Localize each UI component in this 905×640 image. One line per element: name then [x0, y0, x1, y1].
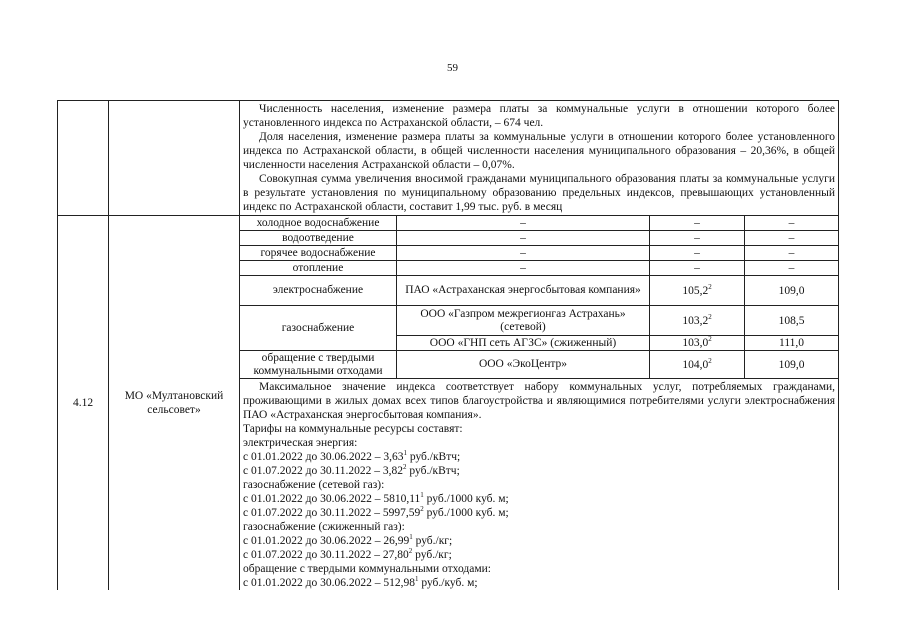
gas-liquefied-tariff-line: [243, 548, 835, 562]
service-provider: –: [397, 261, 650, 276]
tariff-unit: руб./кВтч;: [406, 451, 461, 463]
service-category: горячее водоснабжение: [240, 246, 397, 261]
service-index-value: 104,0: [682, 358, 709, 371]
service-category: обращение с твердыми коммунальными отходами: [240, 351, 397, 379]
footnote-mark: 1: [403, 449, 407, 458]
service-max-index-value: –: [745, 231, 839, 246]
service-index-value: –: [650, 216, 745, 231]
service-category: холодное водоснабжение: [240, 216, 397, 231]
service-index-value: 105,2: [682, 284, 709, 297]
service-index-cell: [650, 336, 745, 351]
service-category: водоотведение: [240, 231, 397, 246]
footnote-mark: 2: [708, 356, 712, 365]
service-index-value: 103,0: [682, 337, 709, 349]
footnote-mark: 2: [708, 335, 712, 344]
tariff-text: с 01.07.2022 до 30.11.2022 – 3,82: [243, 465, 404, 477]
service-max-index-value: 111,0: [745, 336, 839, 351]
continuation-row: [58, 101, 839, 216]
service-provider: ООО «Газпром межрегионгаз Астрахань» (сетевой): [397, 306, 650, 336]
service-max-index-value: 108,5: [745, 306, 839, 336]
page-number: 59: [447, 62, 458, 74]
footnote-mark: 1: [420, 491, 424, 500]
footnote-mark: 2: [420, 505, 424, 514]
service-row: [58, 216, 839, 231]
tariff-text: с 01.07.2022 до 30.11.2022 – 5997,59: [243, 507, 421, 519]
max-index-paragraph: Максимальное значение индекса соответствует набору коммунальных услуг, потребляемых гражданами, проживающими в жилых домах всех типов благоустройства и являющимися потребителями услуги электроснабжения ПАО «Астраханская энергосбытовая компания».: [243, 381, 836, 421]
tariffs-heading: Тарифы на коммунальные ресурсы составят:: [243, 423, 463, 435]
entry-number: 4.12: [58, 216, 109, 591]
service-index-value: –: [650, 246, 745, 261]
tariff-unit: руб./кВтч;: [406, 465, 460, 477]
footnote-mark: 2: [708, 312, 712, 321]
gas-liquefied-tariff-line: [243, 534, 835, 548]
service-index-value: –: [650, 261, 745, 276]
text-block-top: [240, 101, 839, 216]
service-category: отопление: [240, 261, 397, 276]
population-paragraph: Численность населения, изменение размера платы за коммунальные услуги в отношении которого более установленного индекса по Астраханской области, – 674 чел.: [243, 103, 836, 129]
gas-network-tariff-line: [243, 506, 835, 520]
tariff-unit: руб./1000 куб. м;: [423, 493, 509, 505]
waste-tariff-line: [243, 576, 835, 590]
tariff-text: с 01.01.2022 до 30.06.2022 – 3,63: [243, 451, 404, 463]
gas-network-tariff-line: [243, 492, 835, 506]
service-index-value: –: [650, 231, 745, 246]
tariff-unit: руб./1000 куб. м;: [423, 507, 509, 519]
service-max-index-value: –: [745, 216, 839, 231]
service-category: электроснабжение: [240, 276, 397, 306]
payment-increase-paragraph: Совокупная сумма увеличения вносимой гражданами муниципального образования платы за коммунальные услуги в результате установления по муниципальному образованию предельных индексов, превышающих установленный индекс по Астраханской области, составит 1,99 тыс. руб. в месяц: [243, 173, 836, 213]
electricity-heading: электрическая энергия:: [243, 437, 358, 449]
service-max-index-value: 109,0: [745, 276, 839, 306]
service-max-index-value: –: [745, 261, 839, 276]
electricity-tariff-line: [243, 450, 835, 464]
entry-name: МО «Мултановский сельсовет»: [109, 216, 240, 591]
footnote-mark: 2: [708, 282, 712, 291]
waste-heading: обращение с твердыми коммунальными отходами:: [243, 563, 491, 575]
footnote-mark: 1: [409, 533, 413, 542]
service-provider: –: [397, 231, 650, 246]
service-provider: –: [397, 246, 650, 261]
tariff-text: с 01.01.2022 до 30.06.2022 – 512,98: [243, 577, 415, 589]
service-provider: ООО «ГНП сеть АГЗС» (сжиженный): [397, 336, 650, 351]
text-block-bottom: [240, 379, 839, 591]
tariff-unit: руб./кг;: [412, 549, 452, 561]
service-category: газоснабжение: [240, 306, 397, 351]
gas-liquefied-heading: газоснабжение (сжиженный газ):: [243, 521, 405, 533]
electricity-tariff-line: [243, 464, 835, 478]
tariff-unit: руб./куб. м;: [418, 577, 478, 589]
service-index-value: 103,2: [682, 314, 709, 327]
number-cell-empty: [58, 101, 109, 216]
service-max-index-value: 109,0: [745, 351, 839, 379]
footnote-mark: 2: [403, 463, 407, 472]
service-provider: ООО «ЭкоЦентр»: [397, 351, 650, 379]
service-index-cell: [650, 351, 745, 379]
footnote-mark: 1: [414, 575, 419, 584]
tariff-text: с 01.01.2022 до 30.06.2022 – 5810,11: [243, 493, 421, 505]
service-index-cell: [650, 276, 745, 306]
document-table: [57, 100, 839, 590]
population-share-paragraph: Доля населения, изменение размера платы за коммунальные услуги в отношении которого более установленного индекса по Астраханской области, в общей численности населения муниципального образования – 20,36%, в общей численности населения Астраханской области – 0,07%.: [243, 131, 836, 171]
service-provider: ПАО «Астраханская энергосбытовая компания»: [397, 276, 650, 306]
footnote-mark: 2: [408, 547, 413, 556]
service-max-index-value: –: [745, 246, 839, 261]
tariff-text: с 01.07.2022 до 30.11.2022 – 27,80: [243, 549, 409, 561]
name-cell-empty: [109, 101, 240, 216]
tariff-unit: руб./кг;: [412, 535, 453, 547]
gas-network-heading: газоснабжение (сетевой газ):: [243, 479, 385, 491]
service-index-cell: [650, 306, 745, 336]
tariff-text: с 01.01.2022 до 30.06.2022 – 26,99: [243, 535, 410, 547]
service-provider: –: [397, 216, 650, 231]
